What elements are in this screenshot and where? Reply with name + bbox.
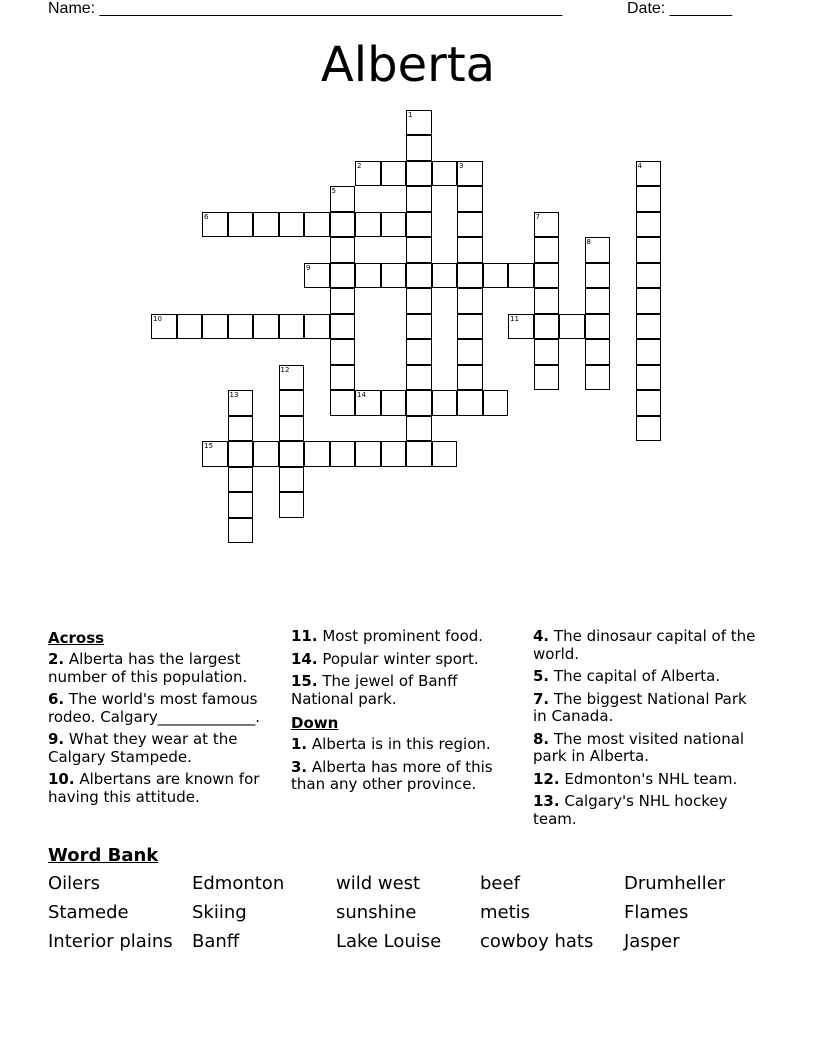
- grid-cell[interactable]: [330, 288, 356, 314]
- grid-cell[interactable]: [330, 263, 356, 289]
- word-bank-item: Flames: [624, 902, 689, 923]
- grid-cell[interactable]: [304, 441, 330, 467]
- clue-number: 14.: [291, 649, 318, 668]
- grid-cell[interactable]: [406, 339, 432, 365]
- clue-number: 11.: [291, 627, 318, 645]
- grid-cell[interactable]: [253, 212, 279, 238]
- grid-cell[interactable]: [636, 237, 662, 263]
- grid-cell[interactable]: [585, 314, 611, 340]
- grid-cell[interactable]: [279, 212, 305, 238]
- grid-cell[interactable]: [559, 314, 585, 340]
- grid-cell[interactable]: [508, 314, 534, 340]
- clue-across-6: [48, 691, 280, 726]
- grid-cell[interactable]: [228, 441, 254, 467]
- grid-cell[interactable]: [636, 416, 662, 442]
- clue-text: Edmonton's NHL team.: [564, 769, 738, 788]
- clue-across-10: [48, 771, 280, 806]
- word-bank-item: Stamede: [48, 902, 129, 923]
- grid-cell[interactable]: [253, 314, 279, 340]
- grid-cell[interactable]: [483, 263, 509, 289]
- grid-cell[interactable]: [534, 365, 560, 391]
- grid-cell[interactable]: [228, 416, 254, 442]
- grid-cell[interactable]: [355, 441, 381, 467]
- grid-cell[interactable]: [355, 263, 381, 289]
- clue-text: Albertans are known for having this attitude.: [48, 770, 260, 806]
- grid-cell[interactable]: [406, 390, 432, 416]
- cell-number: 2: [357, 161, 362, 170]
- grid-cell[interactable]: [636, 212, 662, 238]
- grid-cell[interactable]: [406, 212, 432, 238]
- grid-cell[interactable]: [228, 518, 254, 544]
- grid-cell[interactable]: [228, 212, 254, 238]
- grid-cell[interactable]: [253, 441, 279, 467]
- across-heading: Across: [48, 629, 105, 647]
- grid-cell[interactable]: [381, 390, 407, 416]
- cell-number: 8: [586, 238, 591, 246]
- grid-cell[interactable]: [406, 365, 432, 391]
- grid-cell[interactable]: [534, 288, 560, 314]
- cell-number: 6: [204, 212, 209, 221]
- grid-cell[interactable]: [457, 212, 483, 238]
- grid-cell[interactable]: [406, 314, 432, 340]
- grid-cell[interactable]: [457, 339, 483, 365]
- word-bank-item: sunshine: [336, 902, 417, 923]
- grid-cell[interactable]: [381, 212, 407, 238]
- clue-down-4: [533, 628, 765, 663]
- clue-text: The jewel of Banff National park.: [291, 672, 458, 708]
- clue-number: 3.: [291, 757, 308, 776]
- grid-cell[interactable]: [279, 416, 305, 442]
- clue-down-12: [533, 771, 765, 789]
- grid-cell[interactable]: [483, 390, 509, 416]
- word-bank-item: cowboy hats: [480, 931, 594, 952]
- clue-down-13: [533, 793, 765, 828]
- cell-number: 13: [229, 391, 239, 399]
- clues-column-2: [291, 628, 523, 799]
- grid-cell[interactable]: [534, 263, 560, 289]
- clue-number: 10.: [48, 770, 75, 788]
- word-bank-item: Interior plains: [48, 931, 173, 952]
- grid-cell[interactable]: [151, 314, 177, 340]
- cell-number: 1: [408, 110, 413, 119]
- grid-cell[interactable]: [330, 390, 356, 416]
- cell-number: 12: [280, 365, 290, 374]
- word-bank-item: Drumheller: [624, 873, 726, 894]
- word-bank-item: metis: [480, 902, 531, 923]
- grid-cell[interactable]: [636, 365, 662, 391]
- grid-cell[interactable]: [457, 390, 483, 416]
- clue-across-2: [48, 651, 280, 686]
- clue-text: The dinosaur capital of the world.: [533, 627, 756, 663]
- grid-cell[interactable]: [228, 390, 254, 416]
- cell-number: 7: [535, 212, 540, 221]
- grid-cell[interactable]: [406, 110, 432, 136]
- clues-column-3: [533, 628, 765, 833]
- grid-cell[interactable]: [355, 390, 381, 416]
- grid-cell[interactable]: [279, 390, 305, 416]
- grid-cell[interactable]: [330, 212, 356, 238]
- clue-down-3: [291, 759, 523, 794]
- word-bank-item: wild west: [336, 873, 421, 894]
- grid-cell[interactable]: [585, 339, 611, 365]
- grid-cell[interactable]: [381, 161, 407, 187]
- grid-cell[interactable]: [177, 314, 203, 340]
- grid-cell[interactable]: [279, 467, 305, 493]
- name-field-label[interactable]: Name: ____________________________________________________: [48, 0, 563, 17]
- clue-down-8: [533, 731, 765, 766]
- grid-cell[interactable]: [304, 212, 330, 238]
- word-bank-item: Banff: [192, 931, 240, 952]
- clue-across-11: [291, 628, 523, 646]
- grid-cell[interactable]: [406, 186, 432, 212]
- word-bank-item: Oilers: [48, 873, 101, 894]
- grid-cell[interactable]: [432, 263, 458, 289]
- grid-cell[interactable]: [330, 186, 356, 212]
- page-title: Alberta: [320, 37, 496, 93]
- clue-number: 4.: [533, 627, 550, 645]
- clue-text: Alberta is in this region.: [311, 735, 491, 753]
- clue-number: 1.: [291, 735, 308, 753]
- clue-down-5: [533, 668, 765, 686]
- grid-cell[interactable]: [406, 237, 432, 263]
- cell-number: 4: [637, 161, 642, 170]
- grid-cell[interactable]: [355, 161, 381, 187]
- word-bank-item: Lake Louise: [336, 931, 442, 952]
- grid-cell[interactable]: [381, 263, 407, 289]
- grid-cell[interactable]: [279, 314, 305, 340]
- grid-cell[interactable]: [585, 288, 611, 314]
- grid-cell[interactable]: [432, 390, 458, 416]
- clue-text: What they wear at the Calgary Stampede.: [48, 730, 238, 766]
- grid-cell[interactable]: [534, 237, 560, 263]
- grid-cell[interactable]: [508, 263, 534, 289]
- clue-text: Popular winter sport.: [322, 649, 479, 668]
- down-heading: Down: [291, 714, 339, 732]
- grid-cell[interactable]: [228, 492, 254, 518]
- grid-cell[interactable]: [304, 263, 330, 289]
- clue-number: 6.: [48, 690, 65, 708]
- cell-number: 14: [357, 391, 366, 399]
- grid-cell[interactable]: [279, 441, 305, 467]
- grid-cell[interactable]: [330, 441, 356, 467]
- cell-number: 10: [153, 314, 162, 323]
- grid-cell[interactable]: [330, 237, 356, 263]
- clue-number: 15.: [291, 672, 318, 690]
- grid-cell[interactable]: [406, 161, 432, 187]
- grid-cell[interactable]: [406, 263, 432, 289]
- grid-cell[interactable]: [636, 314, 662, 340]
- grid-cell[interactable]: [202, 212, 228, 238]
- grid-cell[interactable]: [330, 365, 356, 391]
- grid-cell[interactable]: [534, 314, 560, 340]
- grid-cell[interactable]: [330, 339, 356, 365]
- cell-number: 11: [510, 314, 519, 323]
- grid-cell[interactable]: [228, 467, 254, 493]
- clue-number: 8.: [533, 729, 550, 748]
- clue-number: 2.: [48, 650, 65, 668]
- grid-cell[interactable]: [457, 263, 483, 289]
- clue-text: Most prominent food.: [322, 627, 484, 645]
- grid-cell[interactable]: [406, 441, 432, 467]
- cell-number: 9: [306, 263, 311, 272]
- grid-cell[interactable]: [636, 288, 662, 314]
- clue-number: 5.: [533, 667, 550, 685]
- grid-cell[interactable]: [432, 161, 458, 187]
- clue-number: 12.: [533, 769, 560, 788]
- grid-cell[interactable]: [457, 186, 483, 212]
- clue-down-7: [533, 691, 765, 726]
- grid-cell[interactable]: [228, 314, 254, 340]
- clue-across-14: [291, 651, 523, 669]
- word-bank-item: Edmonton: [192, 873, 285, 894]
- grid-cell[interactable]: [534, 339, 560, 365]
- clue-number: 13.: [533, 792, 560, 810]
- grid-cell[interactable]: [304, 314, 330, 340]
- clue-number: 7.: [533, 689, 550, 708]
- grid-cell[interactable]: [636, 161, 662, 187]
- grid-cell[interactable]: [457, 237, 483, 263]
- grid-cell[interactable]: [330, 314, 356, 340]
- clue-text: The capital of Alberta.: [553, 667, 721, 685]
- grid-cell[interactable]: [355, 212, 381, 238]
- grid-cell[interactable]: [457, 288, 483, 314]
- word-bank-item: Jasper: [624, 931, 680, 952]
- date-field-label[interactable]: Date: _______: [627, 0, 732, 17]
- cell-number: 5: [331, 187, 336, 195]
- clue-text: The world's most famous rodeo. Calgary_____________.: [48, 690, 261, 726]
- clues-column-1: [48, 628, 280, 811]
- grid-cell[interactable]: [406, 135, 432, 161]
- grid-cell[interactable]: [432, 441, 458, 467]
- clue-down-1: [291, 736, 523, 754]
- grid-cell[interactable]: [534, 212, 560, 238]
- grid-cell[interactable]: [585, 263, 611, 289]
- clue-across-9: [48, 731, 280, 766]
- clue-text: Alberta has more of this than any other province.: [291, 757, 493, 793]
- grid-cell[interactable]: [636, 263, 662, 289]
- grid-cell[interactable]: [585, 365, 611, 391]
- clue-across-15: [291, 673, 523, 708]
- grid-cell[interactable]: [279, 365, 305, 391]
- clue-text: The biggest National Park in Canada.: [533, 689, 747, 725]
- grid-cell[interactable]: [636, 339, 662, 365]
- word-bank-item: beef: [480, 873, 520, 894]
- word-bank-item: Skiing: [192, 902, 247, 923]
- clue-number: 9.: [48, 730, 65, 748]
- grid-cell[interactable]: [585, 237, 611, 263]
- grid-cell[interactable]: [636, 390, 662, 416]
- grid-cell[interactable]: [457, 314, 483, 340]
- word-bank-title: Word Bank: [48, 845, 159, 866]
- clue-text: Alberta has the largest number of this population.: [48, 650, 248, 686]
- grid-cell[interactable]: [279, 492, 305, 518]
- grid-cell[interactable]: [381, 441, 407, 467]
- clue-text: Calgary's NHL hockey team.: [533, 792, 728, 828]
- cell-number: 15: [204, 442, 213, 450]
- cell-number: 3: [459, 161, 464, 170]
- grid-cell[interactable]: [457, 365, 483, 391]
- grid-cell[interactable]: [457, 161, 483, 187]
- grid-cell[interactable]: [636, 186, 662, 212]
- grid-cell[interactable]: [406, 288, 432, 314]
- grid-cell[interactable]: [202, 441, 228, 467]
- grid-cell[interactable]: [406, 416, 432, 442]
- grid-cell[interactable]: [202, 314, 228, 340]
- clue-text: The most visited national park in Alberta.: [533, 729, 745, 765]
